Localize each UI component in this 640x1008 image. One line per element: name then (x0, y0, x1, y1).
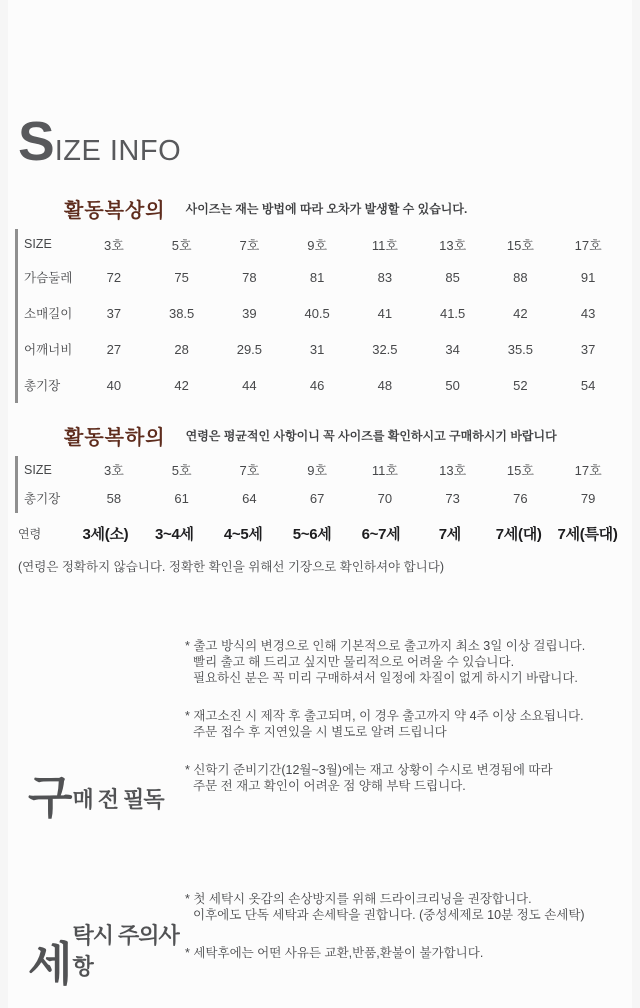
size-header-cell: 11호 (371, 463, 398, 478)
table-cell: 50 (445, 377, 460, 393)
table-cell: 40.5 (304, 305, 330, 321)
table-header-row (24, 229, 622, 259)
table-cell: 46 (309, 377, 325, 393)
table-cell: 37 (580, 341, 596, 357)
table-cell: 31 (309, 341, 325, 357)
row-cells (80, 491, 622, 506)
row-cells (80, 342, 622, 357)
size-header-cell: 3호 (103, 237, 124, 253)
table-cell: 41 (377, 305, 393, 321)
table-cell: 58 (106, 490, 122, 506)
table-cell: 40 (106, 377, 122, 393)
washing-notes (185, 883, 632, 983)
table-cell: 72 (106, 269, 122, 285)
top-section-note: 사이즈는 재는 방법에 따라 오차가 발생할 수 있습니다. (185, 202, 468, 216)
size-header-cell: 7호 (239, 237, 260, 253)
table-cell: 42 (174, 377, 189, 393)
age-cell: 7세(대) (495, 525, 542, 543)
notice-paragraph-shipping (185, 638, 632, 686)
purchase-heading (28, 630, 185, 824)
table-cell: 44 (242, 377, 257, 393)
table-cell: 83 (377, 269, 393, 285)
table-cell: 28 (174, 341, 189, 357)
row-label: 가슴둘레 (24, 271, 73, 285)
row-label: 총기장 (24, 492, 61, 506)
table-header-row (24, 456, 622, 483)
size-header-cell: 13호 (439, 463, 467, 478)
table-cell: 78 (242, 269, 257, 285)
table-cell: 35.5 (507, 341, 534, 357)
washing-notice-section (28, 883, 632, 991)
notice-paragraph-semester (185, 762, 632, 794)
age-row-cells (71, 523, 622, 544)
table-cell: 88 (513, 269, 528, 285)
top-size-table (15, 229, 622, 403)
notice-paragraph-first-wash (185, 891, 632, 923)
washing-heading (28, 883, 185, 991)
notice-line: * 세탁후에는 어떤 사유든 교환,반품,환불이 불가합니다. (185, 946, 484, 960)
table-cell: 43 (580, 305, 596, 321)
table-cell: 67 (309, 490, 325, 506)
age-note: (연령은 정확하지 않습니다. 정확한 확인을 위해선 기장으로 확인하셔야 합니다) (18, 560, 444, 574)
table-cell: 34 (445, 341, 460, 357)
table-cell: 81 (309, 269, 325, 285)
row-cells (80, 306, 622, 321)
size-header-cell: 9호 (307, 463, 328, 478)
notice-line: * 출고 방식의 변경으로 인해 기본적으로 출고까지 최소 3일 이상 걸립니다. (185, 639, 586, 653)
table-cell: 52 (513, 377, 528, 393)
age-cell: 3세(소) (82, 525, 129, 543)
purchase-notice-section (28, 630, 632, 824)
purchase-notes (185, 630, 632, 816)
size-header-cell: 15호 (506, 463, 534, 478)
age-cell: 4~5세 (223, 525, 263, 543)
table-cell: 37 (106, 305, 122, 321)
size-header-cell: 7호 (239, 463, 260, 478)
table-cell: 75 (174, 269, 189, 285)
notice-line: * 첫 세탁시 옷감의 손상방지를 위해 드라이크리닝을 권장합니다. (185, 892, 532, 906)
table-cell: 41.5 (439, 305, 466, 321)
table-cell: 32.5 (372, 341, 398, 357)
table-row-length (24, 483, 622, 513)
bottom-section-note: 연령은 평균적인 사항이니 꼭 사이즈를 확인하시고 구매하시기 바랍니다 (185, 429, 557, 443)
age-row-label: 연령 (18, 526, 42, 541)
age-cell: 7세(특대) (557, 525, 618, 543)
bottom-size-table (15, 456, 622, 513)
page-title (8, 0, 632, 172)
top-section-title: 활동복상의 (64, 200, 166, 222)
table-cell: 70 (377, 490, 393, 506)
table-cell: 79 (580, 490, 596, 506)
washing-heading-initial: 세 (28, 938, 73, 991)
table-header-cells (80, 460, 622, 479)
purchase-heading-initial: 구 (28, 771, 73, 824)
table-cell: 91 (580, 269, 596, 285)
size-header-cell: 5호 (171, 463, 192, 478)
age-row (18, 523, 622, 543)
size-info-page (8, 0, 632, 1008)
notice-line: 필요하신 분은 꼭 미리 구매하셔서 일정에 차질이 없게 하시기 바랍니다. (193, 671, 578, 685)
table-cell: 48 (377, 377, 393, 393)
table-cell: 29.5 (236, 341, 263, 357)
top-section-head (64, 194, 632, 223)
page-title-rest: IZE INFO (54, 135, 182, 167)
table-header-cells (80, 235, 622, 254)
size-header-cell: 9호 (307, 237, 328, 253)
row-label: 소매길이 (24, 307, 73, 321)
age-cell: 3~4세 (154, 525, 194, 543)
table-cell: 85 (445, 269, 460, 285)
age-cell: 5~6세 (292, 525, 332, 543)
table-header-label: SIZE (24, 237, 52, 251)
bottom-section-head (64, 421, 632, 450)
notice-line: 주문 접수 후 지연있을 시 별도로 알려 드립니다 (193, 725, 447, 739)
size-header-cell: 11호 (371, 237, 398, 253)
table-header-label: SIZE (24, 462, 52, 477)
size-header-cell: 13호 (439, 237, 467, 253)
bottom-section-title: 활동복하의 (64, 427, 166, 449)
washing-heading-rest: 탁시 주의사항 (72, 923, 179, 979)
notice-line: 빨리 출고 해 드리고 싶지만 물리적으로 어려울 수 있습니다. (193, 655, 515, 669)
row-cells (80, 270, 622, 285)
size-header-cell: 17호 (574, 237, 602, 253)
size-header-cell: 5호 (171, 237, 192, 253)
table-cell: 38.5 (168, 305, 195, 321)
row-cells (80, 378, 622, 393)
table-row-chest (24, 259, 622, 295)
age-cell: 6~7세 (361, 525, 401, 543)
table-cell: 76 (513, 490, 528, 506)
notice-line: * 재고소진 시 제작 후 출고되며, 이 경우 출고까지 약 4주 이상 소요됩니다. (185, 709, 584, 723)
notice-line: 주문 전 재고 확인이 어려운 점 양해 부탁 드립니다. (193, 779, 466, 793)
table-cell: 61 (174, 490, 189, 506)
row-label: 어깨너비 (24, 343, 73, 357)
size-header-cell: 15호 (506, 237, 534, 253)
table-cell: 42 (513, 305, 528, 321)
notice-line: * 신학기 준비기간(12월~3월)에는 재고 상황이 수시로 변경됨에 따라 (185, 763, 553, 777)
size-header-cell: 17호 (574, 463, 602, 478)
row-label: 총기장 (24, 379, 61, 393)
table-cell: 54 (580, 377, 596, 393)
table-row-shoulder (24, 331, 622, 367)
purchase-heading-rest: 매 전 필독 (72, 787, 164, 812)
table-row-length (24, 367, 622, 403)
table-cell: 27 (106, 341, 122, 357)
notice-paragraph-stock (185, 708, 632, 740)
page-title-initial: S (18, 110, 55, 172)
table-cell: 64 (242, 490, 257, 506)
notice-paragraph-no-refund (185, 945, 632, 961)
table-cell: 39 (242, 305, 257, 321)
size-header-cell: 3호 (103, 463, 124, 478)
notice-line: 이후에도 단독 세탁과 손세탁을 권합니다. (중성세제로 10분 정도 손세탁) (193, 908, 585, 922)
age-cell: 7세 (438, 525, 461, 543)
table-row-sleeve (24, 295, 622, 331)
table-cell: 73 (445, 490, 460, 506)
